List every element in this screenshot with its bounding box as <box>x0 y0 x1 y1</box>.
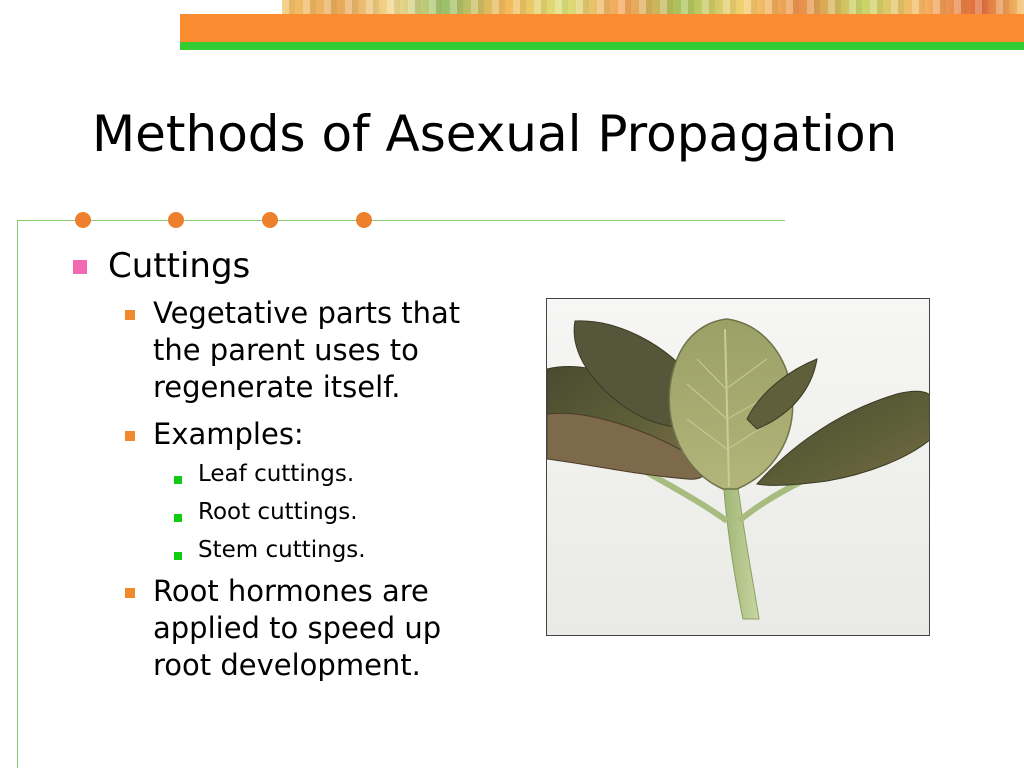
bullet-vegetative-line3: regenerate itself. <box>153 370 401 404</box>
green-bullet-icon <box>174 552 182 560</box>
green-bullet-icon <box>174 476 182 484</box>
bullet-vegetative-line1: Vegetative parts that <box>153 296 461 330</box>
orange-bullet-icon <box>125 310 135 320</box>
header-orange-bar <box>180 14 1024 42</box>
pink-bullet-icon <box>73 260 87 274</box>
floral-banner <box>282 0 1024 14</box>
bullet-root-cuttings: Root cuttings. <box>198 499 358 525</box>
orange-bullet-icon <box>125 431 135 441</box>
divider-line <box>17 220 785 221</box>
bullet-hormones-line1: Root hormones are <box>153 574 429 608</box>
bullet-leaf-cuttings: Leaf cuttings. <box>198 461 355 487</box>
bullet-examples: Examples: <box>153 417 304 451</box>
bullet-cuttings: Cuttings <box>108 246 251 286</box>
green-bullet-icon <box>174 514 182 522</box>
bullet-hormones-line3: root development. <box>153 648 421 682</box>
bullet-hormones-line2: applied to speed up <box>153 611 442 645</box>
divider-dot <box>262 212 278 228</box>
slide-title: Methods of Asexual Propagation <box>92 105 898 163</box>
divider-dot <box>75 212 91 228</box>
orange-bullet-icon <box>125 588 135 598</box>
header-green-bar <box>180 42 1024 50</box>
divider-dot <box>356 212 372 228</box>
bullet-vegetative-line2: the parent uses to <box>153 333 419 367</box>
bullet-stem-cuttings: Stem cuttings. <box>198 537 366 563</box>
plant-cutting-photo <box>546 298 930 636</box>
divider-dot <box>168 212 184 228</box>
left-vertical-line <box>17 220 18 768</box>
